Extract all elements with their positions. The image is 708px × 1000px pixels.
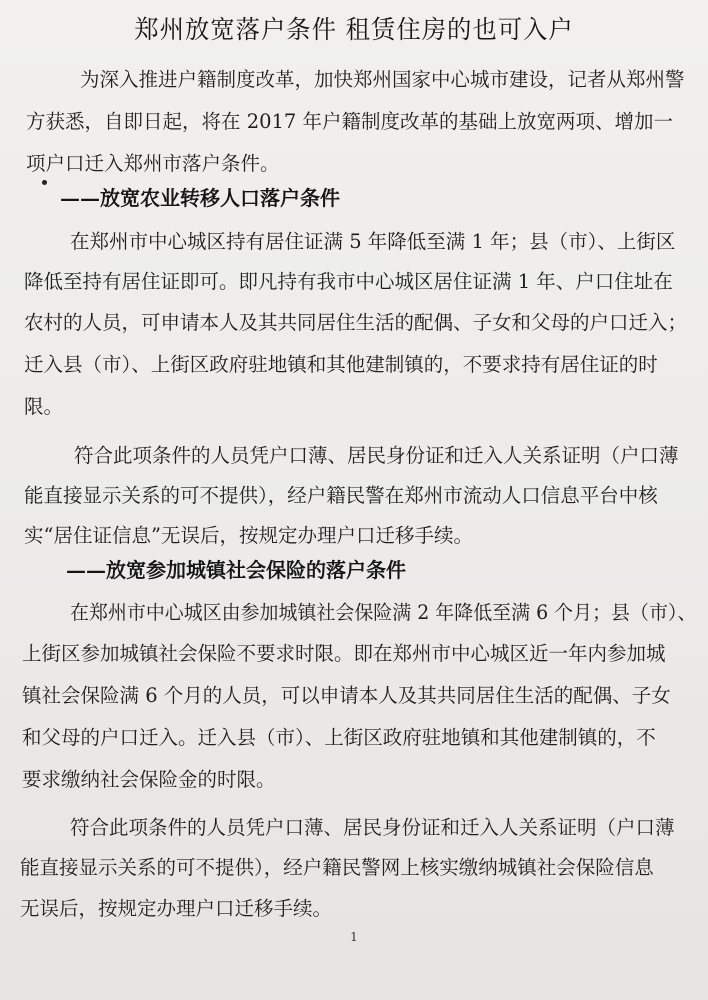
document-title: 郑州放宽落户条件 租赁住房的也可入户 (134, 15, 574, 44)
section2-para1-line-3: 镇社会保险满 6 个月的人员，可以申请本人及其共同居住生活的配偶、子女 (22, 684, 671, 707)
section2-para1-line-1: 在郑州市中心城区由参加城镇社会保险满 2 年降低至满 6 个月；县（市）、 (70, 601, 697, 624)
bullet-dot-icon (42, 180, 47, 185)
page-number: 1 (350, 930, 358, 944)
section1-para1-line-4: 迁入县（市）、上街区政府驻地镇和其他建制镇的，不要求持有居住证的时 (24, 353, 658, 376)
section2-para1-line-2: 上街区参加城镇社会保险不要求时限。即在郑州市中心城区近一年内参加城 (22, 642, 666, 665)
section2-para2-line-2: 能直接显示关系的可不提供），经户籍民警网上核实缴纳城镇社会保险信息 (20, 856, 654, 879)
section1-heading: ——放宽农业转移人口落户条件 (60, 186, 340, 210)
section1-para1-line-1: 在郑州市中心城区持有居住证满 5 年降低至满 1 年；县（市）、上街区 (70, 230, 676, 253)
intro-line-3: 项户口迁入郑州市落户条件。 (26, 152, 280, 175)
intro-line-2: 方获悉，自即日起，将在 2017 年户籍制度改革的基础上放宽两项、增加一 (26, 110, 674, 133)
intro-line-1: 为深入推进户籍制度改革，加快郑州国家中心城市建设，记者从郑州警 (80, 68, 685, 91)
section2-para2-line-1: 符合此项条件的人员凭户口薄、居民身份证和迁入人关系证明（户口薄 (70, 816, 675, 839)
section1-para2-line-3: 实“居住证信息”无误后，按规定办理户口迁移手续。 (24, 524, 473, 547)
section1-para1-line-2: 降低至持有居住证即可。即凡持有我市中心城区居住证满 1 年、户口住址在 (24, 270, 673, 293)
section2-para2-line-3: 无误后，按规定办理户口迁移手续。 (20, 897, 333, 920)
section1-para2-line-1: 符合此项条件的人员凭户口薄、居民身份证和迁入人关系证明（户口薄 (74, 444, 679, 467)
section1-para2-line-2: 能直接显示关系的可不提供），经户籍民警在郑州市流动人口信息平台中核 (24, 484, 658, 507)
section1-para1-line-3: 农村的人员，可申请本人及其共同居住生活的配偶、子女和父母的户口迁入； (24, 311, 688, 334)
section2-para1-line-5: 要求缴纳社会保险金的时限。 (22, 768, 276, 791)
section1-para1-line-5: 限。 (24, 395, 64, 418)
section2-para1-line-4: 和父母的户口迁入。迁入县（市）、上街区政府驻地镇和其他建制镇的，不 (22, 726, 656, 749)
section2-heading: ——放宽参加城镇社会保险的落户条件 (66, 558, 406, 582)
